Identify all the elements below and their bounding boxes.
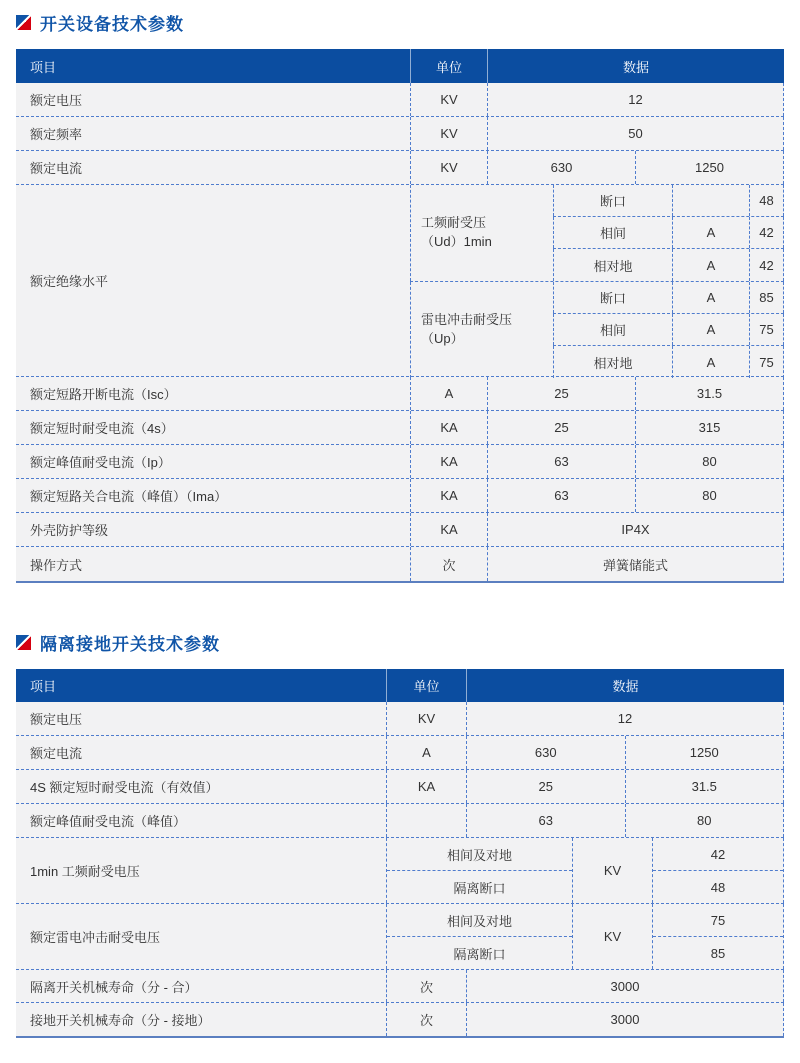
lightning-impulse-voltage-group-row	[16, 904, 784, 970]
table-row	[16, 1003, 784, 1036]
table-row	[553, 282, 784, 314]
table-row	[16, 117, 784, 151]
unit-cell	[386, 804, 466, 837]
row-label: 4S 额定短时耐受电流（有效值）	[30, 780, 219, 795]
row-label: 操作方式	[30, 557, 83, 573]
unit-cell: A	[672, 314, 749, 345]
flag-icon	[16, 15, 31, 30]
section2-title-text: 隔离接地开关技术参数	[40, 634, 220, 654]
sub-row-label: 相间	[553, 314, 672, 345]
unit-cell: KA	[410, 479, 487, 512]
sub-row-label: 相对地	[553, 249, 672, 281]
sub-row-label: 相间及对地	[387, 904, 572, 937]
row-label: 额定频率	[30, 127, 83, 142]
section1-title	[16, 10, 784, 34]
unit-cell: KA	[410, 411, 487, 444]
table-row	[16, 411, 784, 445]
table2-header-row	[16, 669, 784, 702]
value-cell: 80	[697, 813, 712, 828]
value-cells	[487, 151, 784, 184]
table-row	[16, 479, 784, 513]
unit-cell	[672, 185, 749, 216]
unit-cell: KA	[410, 513, 487, 546]
power-frequency-voltage-group-row	[16, 838, 784, 904]
table-row	[553, 346, 784, 378]
table-row	[16, 377, 784, 411]
row-label: 额定电压	[30, 712, 83, 727]
value-cell: 25	[467, 770, 626, 803]
table-row	[16, 513, 784, 547]
value-cell: 80	[702, 488, 717, 503]
value-cell: 315	[698, 420, 721, 435]
flag-icon	[16, 635, 31, 650]
value-cell: 63	[488, 479, 636, 512]
value-cell: 31.5	[691, 779, 717, 794]
row-label: 额定电压	[30, 93, 83, 108]
disconnector-earthing-switch-table	[16, 669, 784, 1038]
table-row	[16, 83, 784, 117]
power-frequency-withstand-subgroup	[410, 185, 784, 282]
table1-header-unit: 单位	[410, 49, 487, 83]
unit-cell: A	[672, 346, 749, 378]
group-label: 1min 工频耐受电压	[30, 864, 140, 879]
lightning-impulse-withstand-subgroup	[410, 282, 784, 378]
value-cell: 48	[710, 879, 726, 895]
value-cell: 25	[488, 411, 636, 444]
unit-cell: KV	[386, 702, 466, 735]
value-cell: 31.5	[696, 386, 723, 401]
table-row	[16, 770, 784, 804]
row-label: 额定电流	[30, 746, 83, 761]
row-label: 隔离开关机械寿命（分 - 合）	[30, 979, 198, 995]
group-label: 额定雷电冲击耐受电压	[30, 930, 161, 945]
unit-cell: 次	[386, 1003, 466, 1036]
value-cell: 1250	[695, 160, 724, 175]
value-cell: 42	[653, 838, 783, 871]
table2-header-data: 数据	[466, 669, 784, 702]
value-cell: 1250	[689, 745, 719, 760]
sub-row-label: 隔离断口	[453, 880, 506, 896]
unit-cell: A	[386, 736, 466, 769]
group-label: 额定绝缘水平	[30, 274, 109, 289]
table-row	[16, 804, 784, 838]
value-cell: 75	[653, 904, 783, 937]
row-label: 额定电流	[30, 161, 83, 176]
unit-cell: A	[672, 249, 749, 281]
sub-row-label: 相间	[553, 217, 672, 248]
value-cell: IP4X	[487, 513, 784, 546]
table2-header-unit: 单位	[386, 669, 466, 702]
row-label: 额定短路关合电流（峰值）（Ima）	[30, 489, 228, 504]
table-row	[553, 185, 784, 217]
unit-cell: 次	[410, 547, 487, 581]
subgroup-label-line2: （Up）	[421, 331, 464, 346]
unit-cell: KV	[410, 117, 487, 150]
value-cell: 48	[749, 185, 784, 216]
value-cell: 85	[710, 945, 726, 961]
row-label: 额定短路开断电流（Isc）	[30, 387, 177, 402]
unit-cell: 次	[386, 970, 466, 1002]
table-row	[16, 736, 784, 770]
row-label: 外壳防护等级	[30, 523, 109, 538]
value-cell: 50	[487, 117, 784, 150]
unit-cell: KV	[410, 151, 487, 184]
value-cell: 12	[466, 702, 784, 735]
value-cell: 弹簧储能式	[487, 547, 784, 581]
subgroup-label-line2: （Ud）1min	[421, 234, 492, 249]
table-row	[16, 702, 784, 736]
sub-row-label: 相对地	[553, 346, 672, 378]
unit-cell: KV	[410, 83, 487, 116]
row-label: 额定峰值耐受电流（峰值）	[30, 814, 187, 829]
row-label: 接地开关机械寿命（分 - 接地）	[30, 1013, 211, 1028]
value-cell: 85	[749, 282, 784, 313]
value-cell: 3000	[466, 970, 784, 1002]
unit-cell: KV	[572, 838, 652, 903]
sub-row-label: 断口	[553, 185, 672, 216]
value-cell: 63	[488, 445, 636, 478]
subgroup-label-line1: 工频耐受压	[421, 215, 487, 231]
unit-cell: A	[672, 217, 749, 248]
section2-title	[16, 630, 784, 654]
section1-title-text: 开关设备技术参数	[40, 14, 184, 34]
value-cell: 25	[488, 377, 636, 410]
row-label: 额定峰值耐受电流（Ip）	[30, 455, 171, 470]
sub-row-label: 断口	[553, 282, 672, 313]
subgroup-label	[410, 282, 553, 378]
table-row	[553, 217, 784, 249]
value-cell: 630	[488, 151, 636, 184]
table-row	[16, 547, 784, 581]
unit-cell: A	[672, 282, 749, 313]
row-label: 额定短时耐受电流（4s）	[30, 421, 174, 436]
sub-row-label: 隔离断口	[453, 946, 506, 962]
subgroup-label-line1: 雷电冲击耐受压	[421, 312, 513, 328]
insulation-subtable	[410, 185, 784, 376]
value-cell: 75	[749, 314, 784, 345]
value-cell: 75	[749, 346, 784, 378]
table-row	[553, 249, 784, 281]
unit-cell: A	[410, 377, 487, 410]
value-cell: 42	[749, 249, 784, 281]
subgroup-label	[410, 185, 553, 281]
value-cell: 3000	[466, 1003, 784, 1036]
insulation-level-group-row	[16, 185, 784, 377]
table-row	[16, 151, 784, 185]
value-cell: 63	[467, 804, 626, 837]
switchgear-parameters-table	[16, 49, 784, 583]
table-row	[553, 314, 784, 346]
sub-row-label: 相间及对地	[387, 838, 572, 871]
value-cell: 630	[467, 736, 626, 769]
value-cell: 12	[487, 83, 784, 116]
unit-cell: KA	[386, 770, 466, 803]
table1-header-item: 项目	[30, 59, 57, 75]
value-cell: 42	[749, 217, 784, 248]
value-cell: 80	[702, 454, 717, 469]
unit-cell: KA	[410, 445, 487, 478]
table1-header-data: 数据	[487, 49, 784, 83]
table1-header-row	[16, 49, 784, 83]
table2-header-item: 项目	[30, 679, 57, 694]
table-row	[16, 970, 784, 1003]
unit-cell: KV	[572, 904, 652, 969]
table-row	[16, 445, 784, 479]
